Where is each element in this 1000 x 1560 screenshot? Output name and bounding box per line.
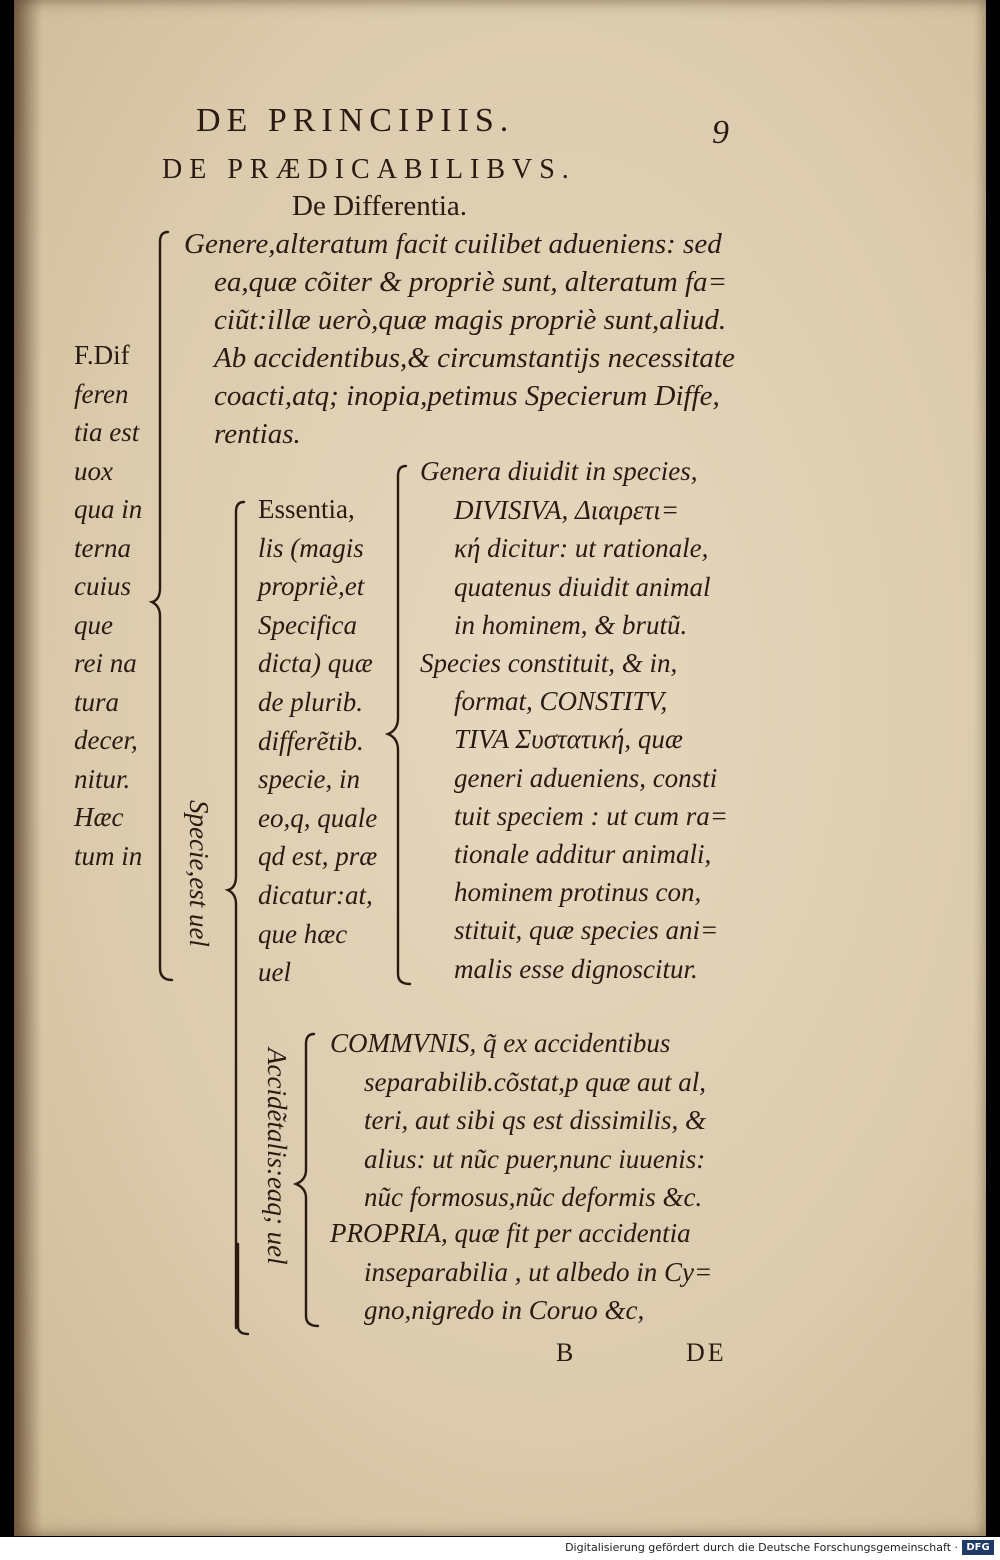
margin-note-line: decer,	[74, 725, 138, 755]
constitutiva-line: stituit, quæ species ani=	[454, 915, 719, 946]
inner-brace-small	[226, 1240, 256, 1340]
margin-note-line: rei na	[74, 648, 137, 678]
genere-line: coacti,atq; inopia,petimus Specierum Diffe,	[214, 380, 720, 412]
constitutiva-line: tionale additur animali,	[454, 839, 712, 869]
section-title: DE PRÆDICABILIBVS.	[162, 154, 576, 185]
essentialis-line: differẽtib.	[258, 725, 364, 756]
essentialis-brace	[384, 462, 414, 992]
genere-line: Genere,alteratum facit cuilibet adueniens: sed	[184, 228, 722, 260]
genere-line: ea,quæ cõiter & propriè sunt, alteratum fa=	[214, 266, 728, 298]
accidentalis-brace	[292, 1030, 322, 1330]
margin-note-line: tia est	[74, 417, 140, 447]
constitutiva-line: Species constituit, & in,	[420, 648, 678, 678]
margin-note-line: terna	[74, 532, 131, 563]
divisiva-line: DIVISIVA, Διαιρετι=	[454, 494, 679, 525]
communis-line: COMMVNIS, q̃ ex accidentibus	[330, 1028, 671, 1058]
outer-brace	[150, 228, 180, 988]
margin-note-line: F.Dif	[74, 340, 130, 370]
constitutiva-line: hominem protinus con,	[454, 877, 702, 908]
signature-mark: B	[556, 1338, 574, 1367]
dfg-logo: DFG	[962, 1540, 994, 1555]
essentialis-line: lis (magis	[258, 532, 364, 563]
margin-note-line: qua in	[74, 494, 143, 524]
divisiva-line: quatenus diuidit animal	[454, 571, 711, 602]
propria-line: inseparabilia , ut albedo in Cy=	[364, 1256, 713, 1287]
divisiva-line: κή dicitur: ut rationale,	[454, 533, 709, 563]
communis-line: alius: ut nũc puer,nunc iuuenis:	[364, 1143, 706, 1174]
genere-line: ciũt:illæ uerò,quæ magis propriè sunt,aliud.	[214, 304, 727, 336]
essentialis-line: propriè,et	[258, 571, 365, 602]
genere-line: rentias.	[214, 418, 301, 450]
essentialis-line: de plurib.	[258, 687, 363, 717]
essentialis-line: dicta) quæ	[258, 648, 373, 679]
communis-line: nũc formosus,nũc deformis &c.	[364, 1182, 703, 1212]
page-gutter-shadow	[14, 0, 42, 1536]
divisiva-line: Genera diuidit in species,	[420, 456, 698, 486]
communis-line: separabilib.cõstat,p quæ aut al,	[364, 1066, 707, 1097]
essentialis-line: Essentia,	[258, 494, 355, 524]
essentialis-line: eo,q, quale	[258, 802, 378, 833]
constitutiva-line: format, CONSTITV,	[454, 686, 668, 717]
running-title: DE PRINCIPIIS.	[196, 102, 515, 139]
essentialis-line: dicatur:at,	[258, 880, 373, 910]
constitutiva-line: generi adueniens, consti	[454, 762, 718, 793]
essentialis-line: qd est, præ	[258, 841, 378, 872]
subsection-title: De Differentia.	[292, 190, 467, 222]
essentialis-line: Specifica	[258, 609, 357, 640]
accidentalis-label: Accidẽtalis:eaq; uel	[262, 1048, 292, 1265]
propria-line: PROPRIA, quæ fit per accidentia	[330, 1218, 691, 1248]
footer-bar	[0, 1537, 1000, 1560]
differentia-brace	[226, 498, 256, 1338]
communis-line: teri, aut sibi qs est dissimilis, &	[364, 1105, 707, 1135]
margin-note-line: tum in	[74, 840, 143, 871]
margin-note-line: feren	[74, 378, 129, 409]
essentialis-line: specie, in	[258, 764, 360, 795]
essentialis-line: uel	[258, 957, 291, 988]
margin-note-line: nitur.	[74, 763, 131, 794]
margin-note-line: uox	[74, 455, 113, 486]
constitutiva-line: TIVA Συστατική, quæ	[454, 724, 683, 755]
propria-line: gno,nigredo in Coruo &c,	[364, 1295, 645, 1325]
footer-credit: Digitalisierung gefördert durch die Deutsche Forschungsgemeinschaft ·	[565, 1541, 958, 1554]
constitutiva-line: malis esse dignoscitur.	[454, 953, 698, 984]
essentialis-line: que hæc	[258, 918, 348, 949]
margin-note-line: que	[74, 609, 113, 640]
margin-note-line: tura	[74, 686, 120, 717]
catchword: DE	[686, 1338, 727, 1367]
genere-line: Ab accidentibus,& circumstantijs necessitate	[214, 342, 735, 374]
constitutiva-line: tuit speciem : ut cum ra=	[454, 800, 728, 831]
specie-label: Specie,est uel	[184, 800, 214, 947]
margin-note-line: cuius	[74, 571, 131, 601]
margin-note-line: Hæc	[74, 802, 124, 832]
page-number: 9	[712, 114, 729, 151]
divisiva-line: in hominem, & brutũ.	[454, 610, 688, 640]
